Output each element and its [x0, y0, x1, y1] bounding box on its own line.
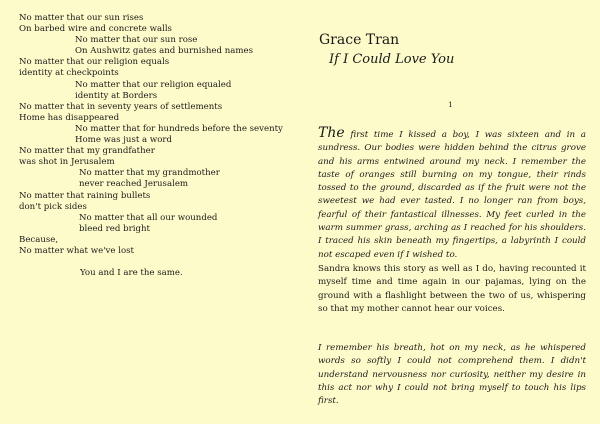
poem-line: No matter what we've lost [19, 245, 134, 256]
poem-line: No matter that for hundreds before the seventy [75, 123, 283, 134]
right-page [300, 0, 600, 424]
poem-line: Because, [19, 234, 59, 245]
poem-line: No matter that my grandmother [79, 168, 220, 179]
paragraph-2: Sandra knows this story as well as I do, having recounted it myself time and time again in our pajamas, lying on the ground with a flashlight between the two of us, whispering so that my mother cannot hear our voices. [318, 264, 586, 314]
poem-line: No matter that in seventy years of settlements [19, 101, 223, 112]
poem-line: No matter that our sun rose [75, 35, 198, 46]
poem [19, 13, 299, 279]
poem-line: identity at Borders [75, 90, 158, 101]
poem-line: No matter that raining bullets [19, 190, 151, 201]
author-name: Grace Tran [319, 32, 400, 48]
poem-line: No matter that our sun rises [19, 13, 144, 23]
poem-line: don't pick sides [19, 201, 87, 212]
poem-line: Home has disappeared [19, 112, 120, 123]
story-title: If I Could Love You [329, 52, 455, 67]
page-number: 1 [448, 100, 453, 109]
poem-line: On barbed wire and concrete walls [19, 24, 172, 35]
poem-line: identity at checkpoints [19, 68, 119, 79]
poem-line: No matter that our religion equals [19, 57, 170, 68]
poem-line: never reached Jerusalem [79, 179, 189, 190]
drop-cap: The [318, 125, 345, 141]
poem-line: was shot in Jerusalem [19, 157, 115, 168]
poem-line: Home was just a word [75, 135, 173, 146]
paragraph-1-text: first time I kissed a boy, I was sixteen and in a sundress. Our bodies were hidden behind the citrus grove and his arms entwined around my neck. I remember the taste of oranges still burning on my tongue, their rinds tossed to the ground, discarded as if the fruit were not the sweetest we had ever tasted. I no longer ran from boys, fearful of their fantastical illnesses. My feet curled in the warm summer grass, arching as I reached for his shoulders. I traced his skin beneath my fingertips, a labyrinth I could not escaped even if I wished to. [318, 130, 586, 260]
poem-line [19, 257, 299, 268]
paragraph-1 [318, 125, 586, 262]
poem-line: No matter that our religion equaled [75, 79, 232, 90]
poem-line: No matter that all our wounded [79, 212, 218, 223]
paragraph-3: I remember his breath, hot on my neck, as he whispered words so softly I could not comprehend them. I didn't understand nervousness nor curiosity, neither my desire in this act nor why I could not bring myself to touch his lips first. [318, 343, 586, 407]
poem-line: No matter that my grandfather [19, 146, 155, 157]
poem-line: On Aushwitz gates and burnished names [75, 46, 254, 57]
poem-line: You and I are the same. [80, 268, 183, 279]
poem-line: bleed red bright [79, 223, 150, 234]
